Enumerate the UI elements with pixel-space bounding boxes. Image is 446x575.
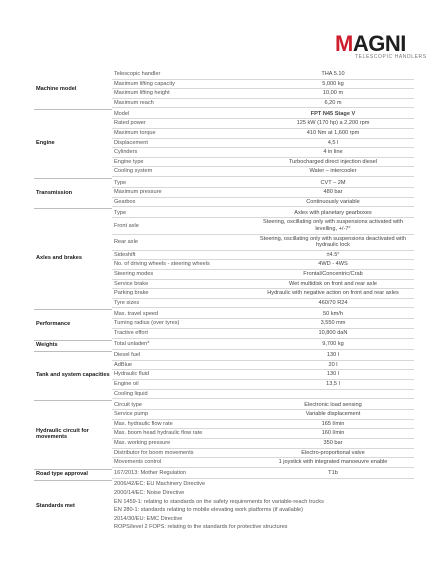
spec-label: Service pump <box>112 410 252 420</box>
spec-value: Hydraulic with negative action on front and rear axles <box>252 289 414 299</box>
spec-label: Tractive effort <box>112 329 252 339</box>
spec-value: 50 km/h <box>252 310 414 319</box>
spec-label: Maximum lifting capacity <box>112 79 252 89</box>
spec-value: Water – intercooler <box>252 167 414 177</box>
spec-label: Type <box>112 209 252 218</box>
section-title: Performance <box>36 320 71 327</box>
spec-table-body <box>34 70 414 532</box>
spec-label: Max. travel speed <box>112 310 252 319</box>
spec-label: Cooling liquid <box>112 389 252 399</box>
spec-value: 5,000 kg <box>252 79 414 89</box>
spec-value: 460/70 R24 <box>252 298 414 308</box>
standard-line: 2000/14/EC: Noise Directive <box>114 490 185 497</box>
spec-label: Front axle <box>112 218 252 234</box>
spec-value: 4,5 l <box>252 138 414 148</box>
spec-value: 410 Nm at 1,600 rpm <box>252 129 414 139</box>
spec-value: 10,00 m <box>252 89 414 99</box>
section-title: Tank and system capacities <box>36 371 110 378</box>
spec-label: Movements control <box>112 458 252 468</box>
spec-label: Maximum lifting height <box>112 89 252 99</box>
spec-value: 4WD - 4WS <box>252 260 414 270</box>
spec-value: CVT – 2M <box>252 179 414 188</box>
spec-label: Circuit type <box>112 401 252 410</box>
spec-value: 10,800 daN <box>252 329 414 339</box>
spec-value: Steering, oscillating only with suspensions deactivated with hydraulic lock <box>252 234 414 250</box>
spec-label: Cylinders <box>112 148 252 158</box>
spec-value: 480 bar <box>252 188 414 198</box>
spec-value: Frontal/Concentric/Crab <box>252 269 414 279</box>
spec-value: 1 joystick with integrated manoeuvre enable <box>252 458 414 468</box>
standard-line: EN 280-1: standards relating to mobile elevating work platforms (if available) <box>114 507 304 514</box>
section-title: Machine model <box>36 85 77 92</box>
magni-logo <box>335 33 431 61</box>
section-title: Weights <box>36 341 58 348</box>
section-title: Hydraulic circuit for movements <box>36 427 89 441</box>
spec-label: Engine oil <box>112 380 252 390</box>
spec-label: Model <box>112 110 252 119</box>
spec-label: Maximum pressure <box>112 188 252 198</box>
spec-label: Type <box>112 179 252 188</box>
spec-row <box>34 351 414 360</box>
spec-value: 20 l <box>252 360 414 370</box>
spec-value: 13,5 l <box>252 380 414 390</box>
standards-row <box>34 480 414 489</box>
spec-label: Turning radius (over tyres) <box>112 319 252 329</box>
spec-table <box>34 70 414 532</box>
spec-value: 6,20 m <box>252 98 414 108</box>
spec-value: Turbocharged direct injection diesel <box>252 157 414 167</box>
spec-label: Hydraulic fluid <box>112 370 252 380</box>
spec-row <box>34 340 414 349</box>
spec-row <box>34 179 414 188</box>
spec-label: Rated power <box>112 119 252 129</box>
spec-label: No. of driving wheels - steering wheels <box>112 260 252 270</box>
section-title: Engine <box>36 140 55 147</box>
spec-value: 160 l/min <box>252 429 414 439</box>
spec-value: 3,550 mm <box>252 319 414 329</box>
standard-line: ROPS/level 2 FOPS: relating to the standards for protective structures <box>114 524 288 531</box>
logo-rest: AGNI <box>352 31 406 56</box>
spec-row <box>34 70 414 79</box>
spec-value: Axles with planetary gearboxes <box>252 209 414 218</box>
spec-value: 9,700 kg <box>252 340 414 349</box>
standards-title: Standards met <box>36 503 75 510</box>
spec-label: Distributor for boom movements <box>112 448 252 458</box>
spec-value: 130 l <box>252 370 414 380</box>
spec-label: Tyre sizes <box>112 298 252 308</box>
spec-row <box>34 209 414 218</box>
section-title: Road type approval <box>36 470 88 477</box>
spec-label: Service brake <box>112 279 252 289</box>
spec-value: Steering, oscillating only with suspensions activated with levelling, +/-7° <box>252 218 414 234</box>
spec-label: Steering modes <box>112 269 252 279</box>
spec-label: Max. working pressure <box>112 439 252 449</box>
spec-value: THA 5.10 <box>252 70 414 79</box>
section-title: Axles and brakes <box>36 255 83 262</box>
spec-value: ±4.5° <box>252 250 414 260</box>
spec-value: T1b <box>252 469 414 478</box>
spec-label: Max. hydraulic flow rate <box>112 419 252 429</box>
spec-value: 130 l <box>252 351 414 360</box>
spec-value: 4 in line <box>252 148 414 158</box>
standard-line: 2014/30/EU: EMC Directive <box>114 515 183 522</box>
spec-label: Parking brake <box>112 289 252 299</box>
spec-value <box>252 389 414 399</box>
spec-value: Electronic load sensing <box>252 401 414 410</box>
spec-label: Telescopic handler <box>112 70 252 79</box>
spec-value: 165 l/min <box>252 419 414 429</box>
logo-m-letter: M <box>335 31 353 56</box>
spec-value: FPT N45 Stage V <box>252 110 414 119</box>
spec-row <box>34 401 414 410</box>
spec-value: Wet multidisk on front and rear axle <box>252 279 414 289</box>
spec-row <box>34 110 414 119</box>
standard-line: EN 1459-1: relating to standards on the safety requirements for variable-reach trucks <box>114 498 324 505</box>
spec-label: Diesel fuel <box>112 351 252 360</box>
logo-tagline: TELESCOPIC HANDLERS <box>355 54 427 60</box>
spec-value: Electro-proportional valve <box>252 448 414 458</box>
spec-row <box>34 310 414 319</box>
spec-label: Maximum torque <box>112 129 252 139</box>
spec-row <box>34 469 414 478</box>
spec-label: Displacement <box>112 138 252 148</box>
spec-label: 167/2013: Mother Regulation <box>112 469 252 478</box>
section-title: Transmission <box>36 189 73 196</box>
standard-line: 2006/42/EC: EU Machinery Directive <box>114 481 206 488</box>
spec-label: Cooling system <box>112 167 252 177</box>
spec-label: Max. boom head hydraulic flow rate <box>112 429 252 439</box>
spec-label: Gearbox <box>112 197 252 207</box>
spec-value: 125 kW (170 hp) a 2,200 rpm <box>252 119 414 129</box>
spec-label: Total unladen* <box>112 340 252 349</box>
spec-value: Variable displacement <box>252 410 414 420</box>
spec-label: Rear axle <box>112 234 252 250</box>
spec-value: 350 bar <box>252 439 414 449</box>
spec-label: Engine type <box>112 157 252 167</box>
spec-label: Sideshift <box>112 250 252 260</box>
spec-value: Continuously variable <box>252 197 414 207</box>
spec-label: AdBlue <box>112 360 252 370</box>
spec-label: Maximum reach <box>112 98 252 108</box>
logo-wordmark <box>335 33 406 55</box>
